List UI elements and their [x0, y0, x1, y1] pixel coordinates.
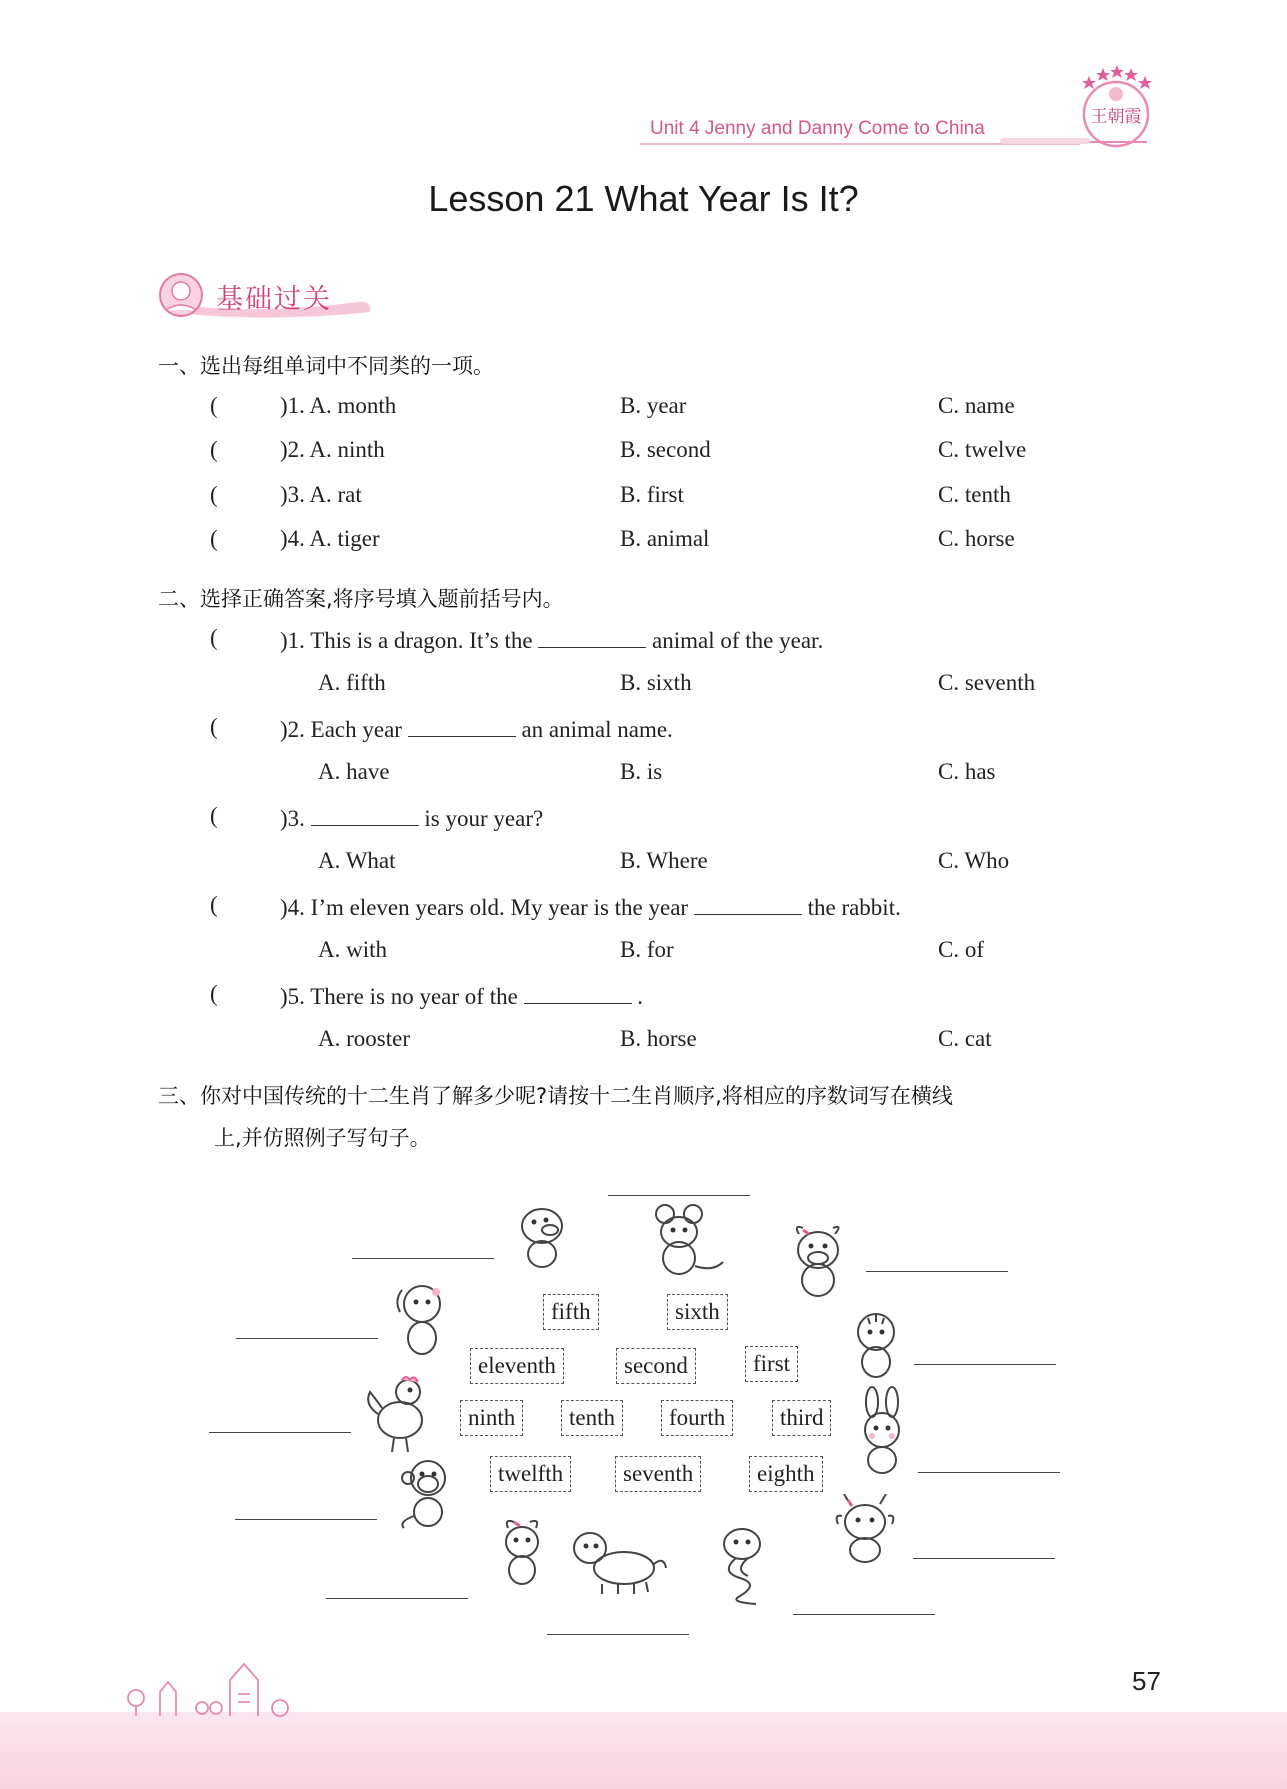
stem-text: )5. There is no year of the: [280, 984, 518, 1009]
answer-line[interactable]: [209, 1432, 351, 1433]
page-title: Lesson 21 What Year Is It?: [428, 178, 859, 219]
answer-paren[interactable]: (: [210, 526, 218, 551]
part2-q1-stem: [280, 625, 823, 654]
answer-line[interactable]: [793, 1614, 935, 1615]
svg-text:王朝霞: 王朝霞: [1090, 107, 1142, 127]
part2-q4-stem: [280, 892, 901, 921]
answer-paren[interactable]: (: [210, 393, 218, 418]
answer-line[interactable]: [608, 1195, 750, 1196]
answer-line[interactable]: [913, 1558, 1055, 1559]
part1-q1-c: C. name: [938, 393, 1015, 418]
part2-heading: 二、选择正确答案,将序号填入题前括号内。: [158, 587, 564, 611]
part1-q1-a: )1. A. month: [280, 393, 397, 418]
answer-line[interactable]: [236, 1338, 378, 1339]
part1-q1-b: B. year: [620, 393, 687, 418]
answer-line[interactable]: [352, 1258, 494, 1259]
fill-blank[interactable]: [524, 981, 632, 1004]
part2-q2-stem: [280, 714, 673, 743]
part2-q5-b: B. horse: [620, 1026, 697, 1051]
stem-text: .: [637, 984, 644, 1009]
ox-icon: [785, 1222, 851, 1307]
part1-q4-c: C. horse: [938, 526, 1015, 551]
part1-q4-b: B. animal: [620, 526, 710, 551]
part2-q2-a: A. have: [318, 759, 390, 784]
header-divider-accent: [1000, 138, 1090, 144]
stem-text: the rabbit.: [807, 895, 901, 920]
answer-paren[interactable]: (: [210, 892, 218, 917]
logo: [1075, 62, 1157, 150]
pig-icon: [512, 1204, 572, 1275]
word-box: second: [616, 1348, 696, 1384]
word-box: eighth: [749, 1456, 823, 1492]
part1-q3-c: C. tenth: [938, 482, 1011, 507]
section-label: 基础过关: [216, 284, 332, 315]
part2-q1-b: B. sixth: [620, 670, 692, 695]
page-number: 57: [1132, 1666, 1161, 1696]
unit-title: Unit 4 Jenny and Danny Come to China: [650, 118, 985, 139]
part2-q5-c: C. cat: [938, 1026, 992, 1051]
part2-q5-a: A. rooster: [318, 1026, 410, 1051]
fill-blank[interactable]: [408, 714, 516, 737]
part2-q3-c: C. Who: [938, 848, 1010, 873]
horse-icon: [568, 1526, 668, 1601]
word-box: third: [772, 1400, 831, 1436]
answer-line[interactable]: [547, 1634, 689, 1635]
stem-text: )4. I’m eleven years old. My year is the year: [280, 895, 689, 920]
word-box: twelfth: [490, 1456, 571, 1492]
part2-q4-a: A. with: [318, 937, 387, 962]
fill-blank[interactable]: [538, 625, 646, 648]
word-box: seventh: [615, 1456, 701, 1492]
part1-q2-b: B. second: [620, 437, 711, 462]
word-box: fourth: [661, 1400, 733, 1436]
word-box: sixth: [667, 1294, 728, 1330]
answer-paren[interactable]: (: [210, 482, 218, 507]
word-box: eleventh: [470, 1348, 564, 1384]
word-box: ninth: [460, 1400, 523, 1436]
answer-line[interactable]: [235, 1519, 377, 1520]
part2-q4-b: B. for: [620, 937, 674, 962]
part1-q3-b: B. first: [620, 482, 684, 507]
stem-text: )2. Each year: [280, 717, 402, 742]
stem-text: an animal name.: [521, 717, 673, 742]
answer-line[interactable]: [326, 1598, 468, 1599]
answer-paren[interactable]: (: [210, 981, 218, 1006]
snake-icon: [712, 1526, 772, 1613]
part1-q3-a: )3. A. rat: [280, 482, 362, 507]
stem-text: )3.: [280, 806, 305, 831]
fill-blank[interactable]: [311, 803, 419, 826]
part1-heading: 一、选出每组单词中不同类的一项。: [158, 354, 494, 378]
part2-q2-c: C. has: [938, 759, 996, 784]
part2-q2-b: B. is: [620, 759, 663, 784]
part2-q3-a: A. What: [318, 848, 396, 873]
word-box: fifth: [543, 1294, 599, 1330]
stem-text: )1. This is a dragon. It’s the: [280, 628, 533, 653]
part2-q3-b: B. Where: [620, 848, 708, 873]
word-box: tenth: [561, 1400, 623, 1436]
monkey-icon: [394, 1456, 458, 1535]
part3-heading-line2: 上,并仿照例子写句子。: [214, 1126, 431, 1150]
word-box: first: [745, 1346, 798, 1382]
part2-q1-c: C. seventh: [938, 670, 1036, 695]
part2-q4-c: C. of: [938, 937, 984, 962]
answer-paren[interactable]: (: [210, 803, 218, 828]
rooster-icon: [364, 1374, 436, 1459]
part1-q4-a: )4. A. tiger: [280, 526, 380, 551]
answer-paren[interactable]: (: [210, 625, 218, 650]
stem-text: animal of the year.: [652, 628, 824, 653]
part1-q2-a: )2. A. ninth: [280, 437, 385, 462]
tiger-icon: [846, 1310, 906, 1385]
part3-heading-line1: 三、你对中国传统的十二生肖了解多少呢?请按十二生肖顺序,将相应的序数词写在横线: [158, 1084, 953, 1108]
part1-q2-c: C. twelve: [938, 437, 1027, 462]
part2-q3-stem: [280, 803, 543, 832]
answer-paren[interactable]: (: [210, 714, 218, 739]
part2-q5-stem: [280, 981, 643, 1010]
rabbit-icon: [850, 1386, 914, 1481]
answer-line[interactable]: [866, 1271, 1008, 1272]
rat-icon: [643, 1200, 725, 1283]
answer-paren[interactable]: (: [210, 437, 218, 462]
answer-line[interactable]: [914, 1364, 1056, 1365]
stem-text: is your year?: [424, 806, 544, 831]
dog-icon: [392, 1282, 450, 1367]
answer-line[interactable]: [918, 1472, 1060, 1473]
house-icon: [122, 1650, 302, 1725]
dragon-icon: [832, 1494, 898, 1569]
goat-icon: [494, 1516, 550, 1593]
part2-q1-a: A. fifth: [318, 670, 386, 695]
fill-blank[interactable]: [694, 892, 802, 915]
